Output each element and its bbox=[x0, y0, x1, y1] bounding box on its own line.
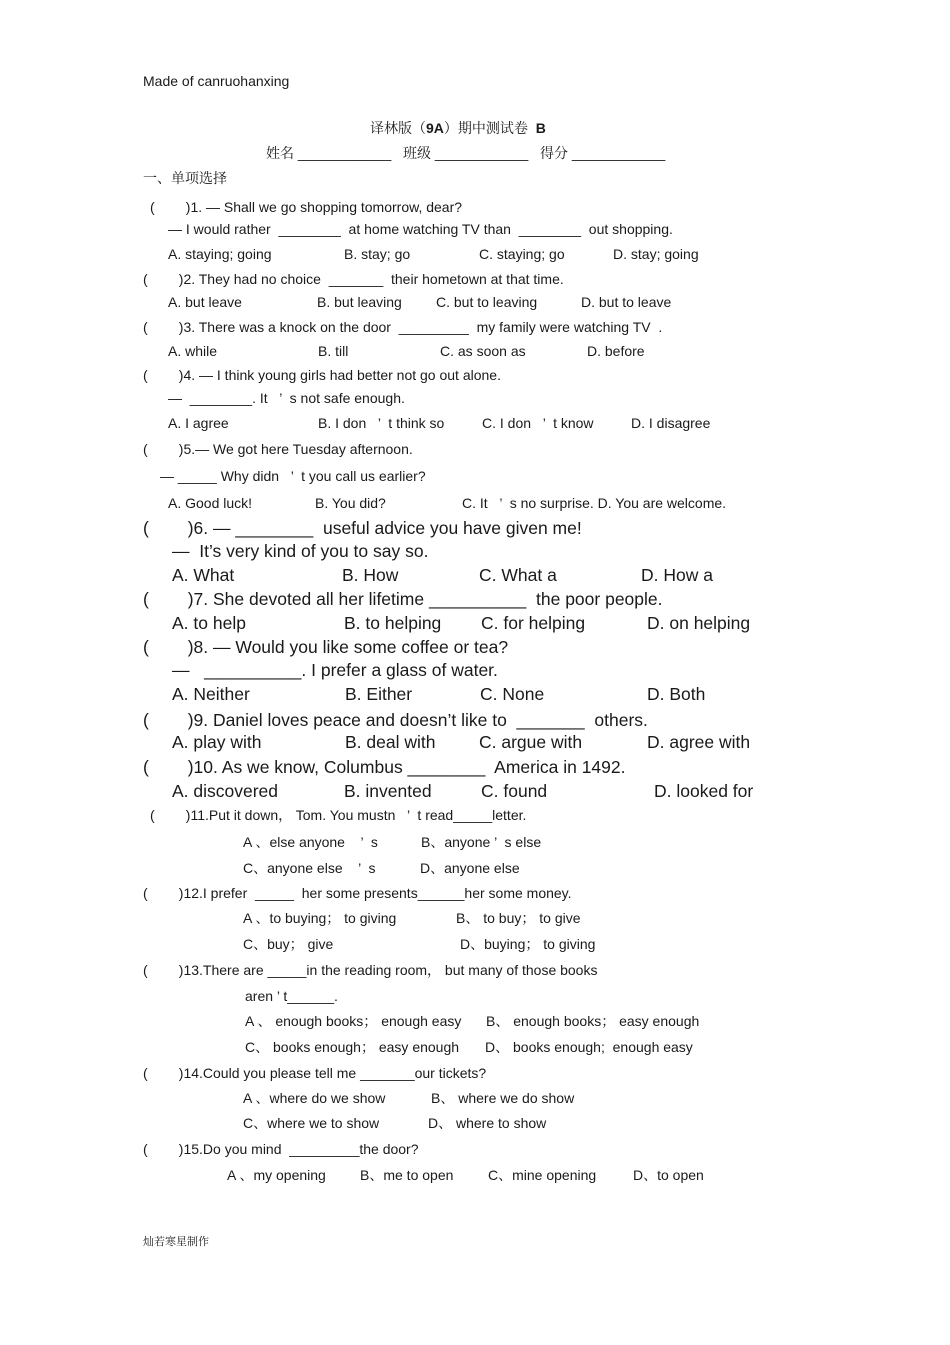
question-6-option-c: C. What a bbox=[479, 565, 557, 585]
question-4-option-b: B. I don ’ t think so bbox=[318, 415, 445, 431]
question-13-option-a: A 、 enough books； enough easy bbox=[245, 1013, 462, 1029]
question-9-option-d: D. agree with bbox=[647, 732, 751, 752]
question-5-line-2: — _____ Why didn ’ t you call us earlier? bbox=[160, 468, 426, 484]
question-14-option-a: A 、where do we show bbox=[243, 1090, 386, 1106]
question-12-line-1: ( )12.I prefer _____ her some presents______her some money. bbox=[143, 885, 572, 901]
question-12-option-a: A 、to buying； to giving bbox=[243, 910, 397, 926]
question-6-line-1: ( )6. — ________ useful advice you have given me! bbox=[143, 518, 582, 538]
question-8-option-d: D. Both bbox=[647, 684, 706, 704]
question-4-line-1: ( )4. — I think young girls had better not go out alone. bbox=[143, 367, 501, 383]
question-8-option-a: A. Neither bbox=[172, 684, 250, 704]
question-13-option-c: C、 books enough； easy enough bbox=[245, 1039, 460, 1055]
title-mid: ）期中测试卷 bbox=[443, 120, 528, 136]
question-7-line-1: ( )7. She devoted all her lifetime __________ the poor people. bbox=[143, 589, 663, 609]
question-13-line-1: ( )13.There are _____in the reading room， but many of those books bbox=[143, 962, 598, 978]
question-9-line-1: ( )9. Daniel loves peace and doesn’t like to _______ others. bbox=[143, 710, 648, 730]
question-3-line-1: ( )3. There was a knock on the door _________ my family were watching TV . bbox=[143, 319, 663, 335]
question-1-option-c: C. staying; go bbox=[479, 246, 565, 262]
question-4-option-c: C. I don ’ t know bbox=[482, 415, 594, 431]
question-1-line-1: ( )1. — Shall we go shopping tomorrow, dear? bbox=[150, 199, 463, 215]
question-11-line-1: ( )11.Put it down， Tom. You mustn ’ t read_____letter. bbox=[150, 807, 527, 823]
question-3-option-c: C. as soon as bbox=[440, 343, 526, 359]
header-note: Made of canruohanxing bbox=[143, 73, 290, 89]
question-15-option-b: B、me to open bbox=[360, 1167, 454, 1183]
question-14-option-c: C、where we to show bbox=[243, 1115, 380, 1131]
question-14-option-d: D、 where to show bbox=[428, 1115, 547, 1131]
question-10-option-a: A. discovered bbox=[172, 781, 279, 801]
question-13-line-2: aren ’ t______. bbox=[245, 988, 338, 1004]
question-15-option-a: A 、my opening bbox=[227, 1167, 326, 1183]
question-5-line-1: ( )5.— We got here Tuesday afternoon. bbox=[143, 441, 413, 457]
question-5-option-c: C. It ’ s no surprise. D. You are welcome. bbox=[462, 495, 727, 511]
question-7-option-a: A. to help bbox=[172, 613, 246, 633]
question-9-option-b: B. deal with bbox=[345, 732, 436, 752]
question-2-option-a: A. but leave bbox=[168, 294, 242, 310]
question-8-line-2: — __________. I prefer a glass of water. bbox=[172, 660, 498, 680]
question-5-option-b: B. You did? bbox=[315, 495, 386, 511]
question-3-option-a: A. while bbox=[168, 343, 218, 359]
question-2-line-1: ( )2. They had no choice _______ their hometown at that time. bbox=[143, 271, 564, 287]
info-line: 姓名 ____________ 班级 ____________ 得分 ____________ bbox=[266, 145, 666, 161]
question-12-option-b: B、 to buy； to give bbox=[456, 910, 581, 926]
question-13-option-b: B、 enough books； easy enough bbox=[486, 1013, 700, 1029]
question-11-option-b: B、anyone ’ s else bbox=[421, 834, 542, 850]
title-pre: 译林版（ bbox=[370, 120, 426, 136]
footer-note: 灿若寒星制作 bbox=[143, 1236, 209, 1248]
question-12-option-d: D、buying； to giving bbox=[460, 936, 596, 952]
question-5-option-a: A. Good luck! bbox=[168, 495, 253, 511]
question-1-line-2: — I would rather ________ at home watching TV than ________ out shopping. bbox=[168, 221, 673, 237]
question-6-option-d: D. How a bbox=[641, 565, 713, 585]
question-12-option-c: C、buy； give bbox=[243, 936, 334, 952]
question-4-line-2: — ________. It ’ s not safe enough. bbox=[168, 390, 405, 406]
title-grade: 9A bbox=[426, 120, 444, 136]
question-8-option-b: B. Either bbox=[345, 684, 413, 704]
question-2-option-d: D. but to leave bbox=[581, 294, 672, 310]
question-9-option-c: C. argue with bbox=[479, 732, 583, 752]
question-10-line-1: ( )10. As we know, Columbus ________ America in 1492. bbox=[143, 757, 626, 777]
title-version: B bbox=[535, 120, 546, 136]
question-15-option-d: D、to open bbox=[633, 1167, 704, 1183]
question-14-line-1: ( )14.Could you please tell me _______our tickets? bbox=[143, 1065, 487, 1081]
question-6-option-b: B. How bbox=[342, 565, 399, 585]
question-3-option-d: D. before bbox=[587, 343, 645, 359]
question-9-option-a: A. play with bbox=[172, 732, 262, 752]
question-11-option-c: C、anyone else ’ s bbox=[243, 860, 376, 876]
question-2-option-b: B. but leaving bbox=[317, 294, 402, 310]
question-10-option-d: D. looked for bbox=[654, 781, 754, 801]
question-15-line-1: ( )15.Do you mind _________the door? bbox=[143, 1141, 419, 1157]
question-1-option-a: A. staying; going bbox=[168, 246, 272, 262]
question-11-option-d: D、anyone else bbox=[420, 860, 520, 876]
question-7-option-d: D. on helping bbox=[647, 613, 751, 633]
question-10-option-b: B. invented bbox=[344, 781, 432, 801]
question-6-option-a: A. What bbox=[172, 565, 235, 585]
question-8-line-1: ( )8. — Would you like some coffee or tea? bbox=[143, 637, 509, 657]
question-3-option-b: B. till bbox=[318, 343, 349, 359]
question-15-option-c: C、mine opening bbox=[488, 1167, 597, 1183]
question-14-option-b: B、 where we do show bbox=[431, 1090, 575, 1106]
question-7-option-c: C. for helping bbox=[481, 613, 586, 633]
question-13-option-d: D、 books enough; enough easy bbox=[485, 1039, 693, 1055]
question-4-option-d: D. I disagree bbox=[631, 415, 711, 431]
question-10-option-c: C. found bbox=[481, 781, 548, 801]
section-heading: 一、单项选择 bbox=[143, 170, 227, 186]
question-4-option-a: A. I agree bbox=[168, 415, 229, 431]
question-1-option-d: D. stay; going bbox=[613, 246, 699, 262]
question-8-option-c: C. None bbox=[480, 684, 545, 704]
question-6-line-2: — It’s very kind of you to say so. bbox=[172, 541, 429, 561]
page-title bbox=[370, 121, 546, 135]
question-1-option-b: B. stay; go bbox=[344, 246, 411, 262]
question-11-option-a: A 、else anyone ’ s bbox=[243, 834, 378, 850]
question-2-option-c: C. but to leaving bbox=[436, 294, 538, 310]
question-7-option-b: B. to helping bbox=[344, 613, 442, 633]
